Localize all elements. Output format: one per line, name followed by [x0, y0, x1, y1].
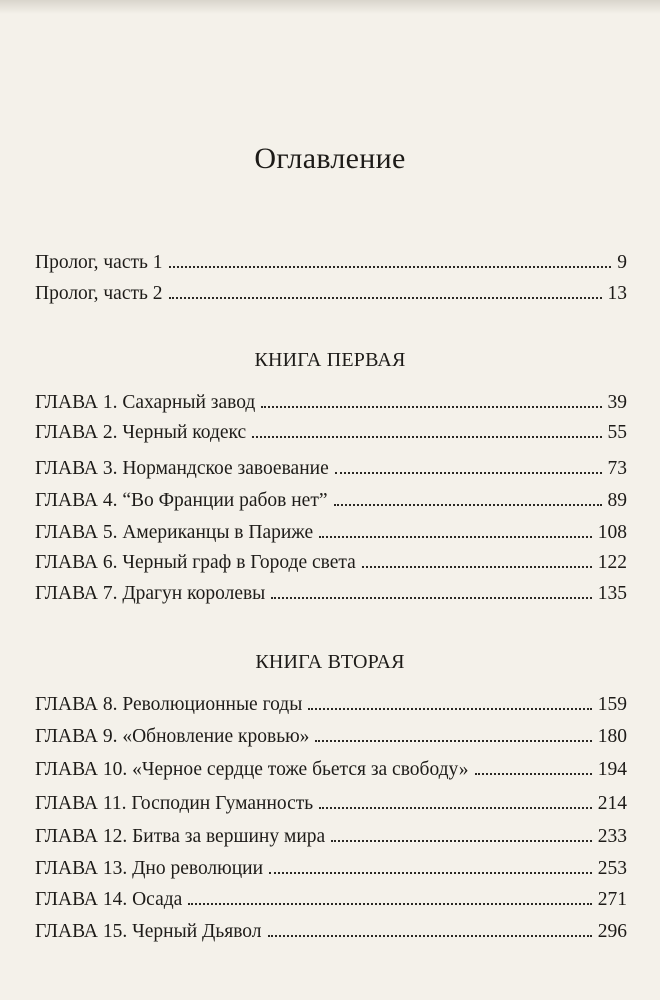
dot-leader: [335, 471, 602, 474]
chapter-page: 253: [597, 858, 627, 879]
chapter-title: ГЛАВА 2. Черный кодекс: [35, 422, 247, 443]
chapter-page: 122: [597, 552, 627, 573]
chapter-entry[interactable]: [35, 789, 627, 815]
dot-leader: [169, 265, 612, 268]
chapter-entry[interactable]: [35, 418, 627, 444]
dot-leader: [268, 934, 592, 937]
chapter-title: ГЛАВА 7. Драгун королевы: [35, 583, 266, 604]
dot-leader: [308, 707, 591, 710]
chapter-entry[interactable]: [35, 518, 627, 544]
chapter-title: ГЛАВА 8. Революционные годы: [35, 694, 303, 715]
chapter-title: ГЛАВА 4. “Во Франции рабов нет”: [35, 490, 328, 511]
dot-leader: [169, 296, 602, 299]
dot-leader: [362, 565, 592, 568]
chapter-page: 55: [607, 422, 627, 443]
chapter-title: ГЛАВА 5. Американцы в Париже: [35, 522, 314, 543]
chapter-entry[interactable]: [35, 388, 627, 414]
chapter-entry[interactable]: [35, 722, 627, 748]
dot-leader: [331, 839, 592, 842]
chapter-page: 194: [597, 759, 627, 780]
chapter-page: 89: [607, 490, 627, 511]
dot-leader: [319, 535, 592, 538]
chapter-page: 135: [597, 583, 627, 604]
book-heading: КНИГА ВТОРАЯ: [255, 651, 405, 673]
chapter-page: 39: [607, 392, 627, 413]
chapter-page: 214: [597, 793, 627, 814]
chapter-title: ГЛАВА 12. Битва за вершину мира: [35, 826, 326, 847]
chapter-title: ГЛАВА 1. Сахарный завод: [35, 392, 256, 413]
chapter-entry[interactable]: [35, 486, 627, 512]
chapter-title: ГЛАВА 9. «Обновление кровью»: [35, 726, 310, 747]
dot-leader: [261, 405, 601, 408]
dot-leader: [315, 739, 591, 742]
chapter-page: 296: [597, 921, 627, 942]
dot-leader: [319, 806, 592, 809]
toc-entry-title: Пролог, часть 2: [35, 283, 163, 304]
dot-leader: [252, 435, 601, 438]
book-heading: КНИГА ПЕРВАЯ: [254, 349, 406, 371]
dot-leader: [269, 871, 592, 874]
toc-entry[interactable]: [35, 248, 627, 274]
chapter-page: 180: [597, 726, 627, 747]
toc-entry[interactable]: [35, 279, 627, 305]
chapter-entry[interactable]: [35, 885, 627, 911]
chapter-entry[interactable]: [35, 822, 627, 848]
chapter-page: 73: [607, 458, 627, 479]
toc-entry-page: 13: [607, 283, 627, 304]
chapter-entry[interactable]: [35, 548, 627, 574]
chapter-page: 271: [597, 889, 627, 910]
chapter-page: 108: [597, 522, 627, 543]
chapter-title: ГЛАВА 11. Господин Гуманность: [35, 793, 314, 814]
dot-leader: [188, 902, 591, 905]
chapter-entry[interactable]: [35, 454, 627, 480]
chapter-page: 159: [597, 694, 627, 715]
chapter-title: ГЛАВА 6. Черный граф в Городе света: [35, 552, 356, 573]
toc-entry-page: 9: [617, 252, 627, 273]
dot-leader: [475, 772, 592, 775]
chapter-title: ГЛАВА 13. Дно революции: [35, 858, 264, 879]
dot-leader: [334, 503, 602, 506]
chapter-title: ГЛАВА 14. Осада: [35, 889, 183, 910]
chapter-entry[interactable]: [35, 755, 627, 781]
chapter-entry[interactable]: [35, 917, 627, 943]
chapter-entry[interactable]: [35, 579, 627, 605]
dot-leader: [271, 596, 591, 599]
chapter-page: 233: [597, 826, 627, 847]
page-top-edge: [0, 0, 660, 14]
chapter-title: ГЛАВА 15. Черный Дьявол: [35, 921, 262, 942]
toc-entry-title: Пролог, часть 1: [35, 252, 163, 273]
chapter-title: ГЛАВА 3. Нормандское завоевание: [35, 458, 329, 479]
toc-title: Оглавление: [254, 142, 406, 175]
chapter-entry[interactable]: [35, 690, 627, 716]
chapter-entry[interactable]: [35, 854, 627, 880]
chapter-title: ГЛАВА 10. «Черное сердце тоже бьется за свободу»: [35, 759, 469, 780]
